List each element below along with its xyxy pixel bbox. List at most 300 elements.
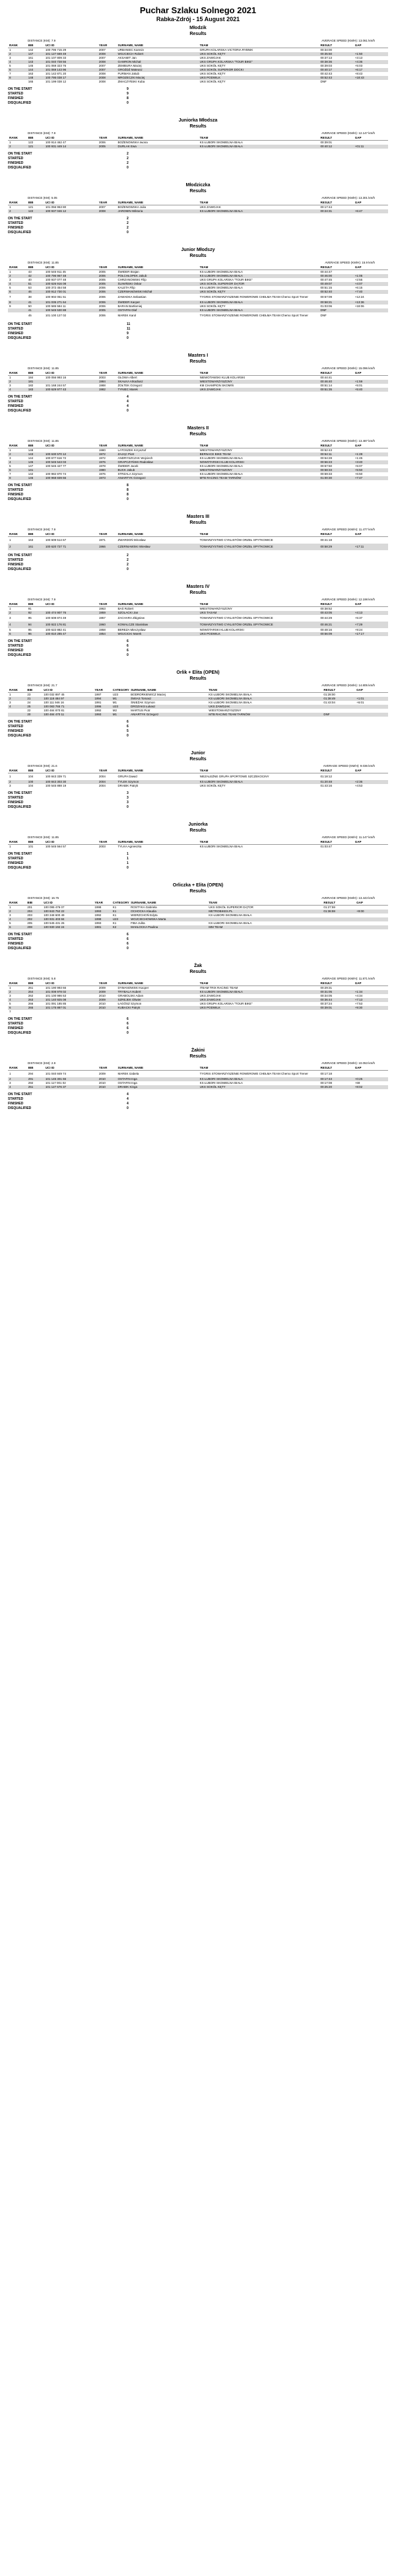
column-header-rank: RANK (8, 265, 27, 270)
table-row (8, 145, 388, 149)
table-cell: CHRZANOWSKI Filip (117, 278, 147, 282)
table-cell: 2005 (98, 278, 106, 282)
table-cell: 100 843 339 71 (45, 775, 67, 779)
table-cell: FIBA Julita (131, 921, 145, 925)
table-cell: 4 (8, 388, 27, 392)
table-cell: 2010 (98, 1085, 117, 1089)
table-cell: +1:05 (354, 274, 388, 278)
results-table (8, 1065, 388, 1089)
table-cell: UKS SOKÓŁ SUPERIOR DĄTOR (209, 906, 253, 910)
table-cell: 100 545 911 45 (45, 270, 66, 274)
table-cell: 2007 (98, 64, 106, 68)
results-table (8, 265, 388, 319)
table-cell: 5 (9, 628, 11, 632)
column-header-rank: RANK (8, 371, 27, 376)
table-cell: 3 (9, 278, 11, 282)
table-cell: 2010 (98, 1002, 106, 1006)
table-cell: 104 (28, 775, 34, 779)
table-cell: 4 (8, 998, 27, 1002)
table-cell: 91 (28, 607, 32, 611)
column-header-result: RESULT (319, 981, 353, 986)
table-cell: 101 117 001 02 (45, 1081, 66, 1085)
table-cell: 100 937 077 48 (45, 278, 67, 282)
stat-label: ON THE START (8, 483, 32, 487)
table-cell: CZERNIAWSKI Wiesław (117, 544, 199, 550)
table-cell: GŁOWA Albert (117, 376, 137, 380)
table-cell: 1966 (98, 544, 117, 550)
table-cell: 01:20:48 (319, 780, 353, 784)
table-cell: 100 629 977 43 (44, 388, 98, 392)
table-cell (44, 1010, 98, 1014)
table-row (8, 622, 388, 628)
table-cell: 266 (28, 1002, 34, 1006)
table-cell: 100 622 882 41 (45, 628, 67, 632)
stat-value: 0 (127, 866, 129, 870)
stat-row-on-start (8, 322, 147, 327)
stat-label: DISQUALIFIED (8, 866, 32, 870)
table-cell: +6:50 (354, 472, 363, 476)
stat-value: 2 (127, 558, 129, 562)
column-header-result: RESULT (319, 768, 353, 773)
average-speed-label: AVERAGE SPEED (KM/H): 12.147 km/h (321, 131, 375, 135)
table-cell (355, 713, 388, 717)
column-header-gap: GAP (354, 443, 388, 448)
table-cell: 1981 (93, 925, 111, 929)
table-cell: 01:18:12 (320, 775, 332, 779)
table-cell: 204 (26, 910, 42, 913)
table-cell: +01:11 (354, 145, 388, 149)
table-cell: 101 069 143 96 (44, 68, 98, 72)
column-header-surname-name: SURNAME, NAME (117, 602, 199, 607)
table-cell: KS ŁUBORI SKOMIELNA BIAŁA (199, 141, 243, 145)
table-cell: 6 (8, 290, 27, 294)
table-cell: +4:13 (354, 611, 388, 615)
stat-label: DISQUALIFIED (8, 1031, 32, 1035)
table-cell: 2006 (98, 274, 117, 278)
table-cell: 7 (9, 1010, 11, 1014)
table-row (8, 845, 388, 849)
race-statistics (8, 1092, 147, 1111)
column-header-bib: BIB (27, 200, 44, 205)
distance-label: DISTANCE (KM): 11.85 (28, 836, 59, 839)
table-cell: 100 902 051 51 (45, 295, 67, 299)
table-cell: 00:49:07 (319, 282, 353, 286)
stat-label: DISQUALIFIED (8, 1106, 32, 1110)
stat-value: 0 (127, 947, 129, 950)
column-header-team: TEAM (199, 602, 319, 607)
table-cell: 3 (9, 616, 11, 620)
table-cell: NOWOTARSKI KLUB KOLARSKI (199, 628, 244, 632)
table-cell: 2005 (98, 308, 117, 312)
stat-row-disqualified (8, 231, 147, 235)
table-cell: 101 140 925 08 (44, 998, 98, 1002)
table-cell: KS ŁUBORI SKOMIELNA BIAŁA (209, 921, 252, 925)
stat-label: FINISHED (8, 861, 24, 865)
table-cell: 100 677 616 72 (45, 456, 67, 460)
table-cell: 5 (9, 64, 11, 68)
table-cell: UKS ZAWOJAK (199, 998, 319, 1002)
column-header-gap: GAP (354, 371, 388, 376)
column-header-rank: RANK (8, 532, 27, 537)
table-cell: 148 (27, 76, 44, 80)
category-section-junior-mlodszy (8, 247, 388, 341)
table-cell: M1 (112, 701, 117, 705)
table-cell: MTB RACING TEAM TARNÓW (207, 713, 322, 717)
table-cell: KS ŁUBORI SKOMIELNA BIAŁA (199, 990, 319, 994)
table-cell: +3:13 (354, 56, 363, 60)
table-cell: 00:35:50 (319, 52, 353, 56)
table-row (8, 632, 388, 636)
column-header-year: YEAR (98, 840, 117, 845)
table-cell: 100 796 967 48 (44, 274, 98, 278)
table-cell: 46 (27, 290, 44, 294)
category-info (8, 39, 388, 42)
table-cell: 7 (9, 295, 11, 299)
table-cell: ŚLIWIŃSKI Oskar (117, 282, 199, 286)
column-header-gap: GAP (354, 135, 388, 141)
results-heading: Results (189, 828, 207, 833)
table-cell: 1971 (98, 538, 106, 542)
table-cell: 00:57:09 (320, 295, 332, 299)
column-header-surname-name: SURNAME, NAME (117, 532, 199, 537)
stat-label: FINISHED (8, 563, 24, 567)
table-cell: 40 (28, 278, 32, 282)
table-cell: 2010 (98, 1006, 117, 1010)
category-title: Żakini (191, 1048, 205, 1053)
table-cell: 2009 (98, 990, 117, 994)
average-speed-label: AVERAGE SPEED (KM/H): 13.443 km/h (321, 896, 375, 900)
table-cell: 8 (8, 76, 27, 80)
category-title: Juniorka Młodsza (178, 118, 218, 123)
table-cell: 294 (28, 1072, 34, 1076)
category-info (8, 131, 388, 135)
table-header-row (8, 532, 388, 537)
stat-value: 6 (127, 725, 129, 729)
column-header-surname-name: SURNAME, NAME (117, 443, 199, 448)
table-cell: 182 (28, 384, 34, 388)
table-cell: 20 (26, 713, 42, 717)
stat-label: DISQUALIFIED (8, 567, 32, 571)
stat-value: 8 (127, 483, 129, 487)
stat-label: FINISHED (8, 96, 24, 100)
table-cell: 4 (8, 282, 27, 286)
column-header-uci-id: UCI ID (44, 768, 98, 773)
table-cell: OSTAFIN Inga (117, 1081, 137, 1085)
table-cell: 92 (27, 611, 44, 615)
column-header-result: RESULT (319, 200, 353, 205)
stat-label: DISQUALIFIED (8, 166, 32, 170)
table-cell: 142 (28, 48, 34, 52)
column-header-result: RESULT (322, 900, 355, 906)
table-cell: BARAN Bartłomiej (117, 304, 143, 308)
table-cell: 25 (26, 705, 42, 709)
distance-label: DISTANCE (KM): 7.9 (28, 39, 56, 42)
average-speed-label: AVERAGE SPEED (KM/H): 15.096 km/h (321, 367, 375, 370)
race-statistics (8, 791, 147, 810)
stat-value: 0 (127, 653, 129, 657)
table-cell: KS ŁUBORI SKOMIELNA BIAŁA (199, 472, 243, 476)
table-cell: 183 (27, 388, 44, 392)
table-cell: 100 545 431 26 (44, 921, 65, 925)
stat-label: FINISHED (8, 729, 24, 733)
table-cell: 264 (27, 990, 44, 994)
category-title: Masters III (186, 515, 210, 519)
table-cell: 1992 (94, 709, 102, 713)
table-row (8, 209, 388, 213)
column-header-surname-name: SURNAME, NAME (129, 900, 207, 906)
table-cell: UKS SOKÓŁ KĘTY (199, 52, 319, 56)
table-cell: KS ŁUBORI SKOMIELNA BIAŁA (199, 301, 319, 304)
table-cell: 00:54:28 (320, 456, 332, 460)
stat-label: STARTED (8, 1022, 24, 1026)
table-cell: 2007 (98, 205, 106, 209)
table-cell: 5 (9, 464, 11, 468)
distance-label: DISTANCE (KM): 11.85 (28, 261, 59, 264)
table-cell: 00:38:36 (319, 60, 353, 64)
table-cell: 3 (9, 384, 11, 388)
table-cell: 1997 (94, 693, 102, 697)
table-cell: 101 142 871 20 (45, 72, 67, 76)
average-speed-label: AVERAGE SPEED (KM/H): 12.198 km/h (321, 598, 375, 601)
race-statistics (8, 395, 147, 413)
column-header-rank: RANK (8, 135, 27, 141)
table-cell: 142 (28, 472, 34, 476)
table-cell: 1 (9, 270, 11, 274)
table-cell: 00:51:15 (320, 286, 332, 290)
column-header-bib: BIB (27, 840, 44, 845)
table-cell: 1980 (98, 448, 106, 452)
distance-label: DISTANCE (KM): 7.9 (28, 528, 56, 531)
stat-label: DISQUALIFIED (8, 497, 32, 501)
stat-row-on-start (8, 720, 147, 725)
column-header-team: TEAM (199, 1065, 319, 1071)
stat-label: STARTED (8, 92, 24, 96)
table-cell: 100 843 752 22 (42, 910, 93, 913)
table-cell (355, 925, 388, 929)
distance-label: DISTANCE (KM): 21.6 (28, 764, 57, 768)
table-cell: 144 (28, 456, 34, 460)
table-cell: 1976 (98, 460, 117, 464)
table-cell: UKS ZAWOJAK (199, 994, 221, 998)
category-info (8, 896, 388, 900)
table-cell: ŻOŁTEK Grzegorz (117, 384, 143, 388)
table-cell: ZAJĄC Piotr (117, 452, 199, 456)
stat-label: DISQUALIFIED (8, 336, 32, 340)
table-cell: 00:59:33 (320, 472, 332, 476)
table-cell: 2006 (98, 314, 106, 318)
stat-value: 3 (127, 801, 129, 805)
table-cell: METROBIKES.PL (207, 910, 322, 913)
table-cell: 95 (28, 628, 32, 632)
table-cell: 6 (8, 68, 27, 72)
table-cell: 00:17:08 (320, 1081, 332, 1085)
stat-label: STARTED (8, 725, 24, 729)
table-cell: 23 (27, 693, 31, 697)
table-cell: 2003 (98, 376, 106, 380)
column-header-uci-id: UCI ID (44, 43, 98, 48)
table-header-row (8, 135, 388, 141)
table-cell: K1 (112, 910, 129, 913)
table-cell: 2005 (98, 270, 106, 274)
stat-label: STARTED (8, 327, 24, 331)
results-table (8, 688, 388, 717)
table-cell: MAREK Izabela (117, 1072, 139, 1076)
table-cell: 101 127 676 37 (44, 1085, 98, 1089)
table-cell: 101 190 993 66 (45, 986, 67, 990)
table-cell: OCHOCKA Klaudia (129, 910, 207, 913)
table-cell: U23 (112, 705, 129, 709)
stat-row-on-start (8, 152, 147, 157)
table-cell: 5 (9, 286, 11, 290)
table-cell: 101 040 728 56 (44, 60, 98, 64)
table-cell: GRUPA Dawid (117, 775, 137, 779)
table-cell: MAREK Karol (117, 314, 137, 318)
table-cell: 2006 (98, 290, 117, 294)
table-cell: 1 (9, 48, 11, 52)
column-header-team: TEAM (199, 443, 319, 448)
table-cell: WIESTOWARZYSZONY (199, 607, 232, 611)
table-cell: 00:39:03 (320, 64, 332, 68)
table-cell: 101 100 127 02 (45, 314, 67, 318)
table-cell: ITEAM TRIX RACING TEAM (199, 986, 238, 990)
table-cell: 6 (8, 632, 27, 636)
stat-label: DISQUALIFIED (8, 734, 32, 738)
table-cell: 01:03:47 (320, 845, 332, 849)
stat-label: ON THE START (8, 852, 32, 856)
table-cell: +4:34 (354, 994, 363, 998)
stat-label: DISQUALIFIED (8, 805, 32, 809)
column-header-surname-name: SURNAME, NAME (117, 981, 199, 986)
table-cell: WIESTOWARZYSZONY (199, 468, 319, 472)
table-cell: ZMACZYŃSKI Kuba (117, 80, 145, 84)
table-cell: 1958 (98, 628, 106, 632)
stat-row-started (8, 558, 147, 563)
table-cell: BERNACE BIKE TEAM (199, 452, 319, 456)
table-cell: 100 795 715 29 (45, 48, 67, 52)
table-cell: WOJCIECH Robert (117, 52, 199, 56)
table-header-row (8, 1065, 388, 1071)
table-cell: OSTAFIN Inga (117, 1077, 199, 1081)
table-cell: 2 (8, 452, 27, 456)
table-cell: 100 937 046 12 (44, 209, 98, 213)
table-cell: ROSTYKA Gabriela (131, 906, 157, 910)
stat-value: 8 (127, 96, 129, 100)
table-cell: 96 (27, 632, 44, 636)
stat-value: 2 (127, 554, 129, 557)
stat-value: 2 (127, 152, 129, 156)
column-header-result: RESULT (322, 688, 355, 693)
table-cell: K2 (112, 925, 129, 929)
column-header-uci-id: UCI ID (44, 265, 98, 270)
table-cell: 265 (27, 1006, 44, 1010)
table-cell: BAŚ Robert (117, 607, 134, 611)
table-cell: TOWARZYSTWO CYKLISTÓW ORZEŁ SPYTKOWICE (199, 622, 319, 628)
table-cell: TYGRIS STOWARZYSZENIE ROWEROWE CHEŁMA TEAM Chemo Sport Trener (199, 295, 308, 299)
column-header-year: YEAR (93, 688, 111, 693)
table-cell: 24 (27, 701, 31, 705)
table-header-row (8, 200, 388, 205)
category-section-juniorka (8, 822, 388, 871)
stat-label: ON THE START (8, 87, 32, 91)
table-cell: 100 914 462 47 (45, 141, 67, 145)
table-cell: KS ŁUBORI SKOMIELNA BIAŁA (199, 209, 319, 213)
table-cell: 2 (8, 274, 27, 278)
column-header-uci-id: UCI ID (44, 602, 98, 607)
table-cell: 163 (28, 538, 34, 542)
race-statistics (8, 639, 147, 658)
column-header-uci-id: UCI ID (44, 135, 98, 141)
column-header-rank: RANK (8, 768, 27, 773)
distance-label: DISTANCE (KM): 21.7 (28, 684, 57, 687)
stat-value: 0 (127, 409, 129, 413)
table-cell: 00:17:43 (319, 1077, 353, 1081)
table-cell: 00:36:44 (319, 998, 353, 1002)
table-cell: 1998 (94, 906, 102, 910)
table-cell: TRYBALA Hubert (117, 990, 199, 994)
table-cell: 1 (9, 448, 11, 452)
results-table (8, 900, 388, 929)
table-cell: UKS GRUPA KOLARSKA "TOUR BIKE" (199, 1002, 253, 1006)
results-heading: Results (189, 889, 207, 894)
table-cell: 261 (28, 986, 34, 990)
table-cell: 100 968 839 66 (44, 476, 98, 480)
table-cell: 1 (9, 845, 11, 849)
stat-value: 0 (127, 101, 129, 105)
table-cell: +13:36 (354, 301, 388, 304)
column-header-bib: BIB (27, 443, 44, 448)
table-cell: 141 (27, 468, 44, 472)
table-cell: DRABIK Patryk (117, 784, 139, 788)
table-row (8, 925, 388, 929)
table-cell: 00:52:40 (319, 290, 353, 294)
table-cell: WIESTOWARZYSZONY (209, 709, 242, 713)
stat-row-disqualified (8, 866, 147, 871)
table-cell: 208 (26, 925, 42, 929)
table-row (8, 713, 388, 717)
table-cell: 00:37:24 (320, 1002, 332, 1006)
column-header-surname-name: SURNAME, NAME (117, 840, 199, 845)
table-cell (354, 1010, 388, 1014)
table-cell: 2006 (98, 301, 117, 304)
table-cell: TYLEK Szymon (117, 780, 199, 784)
table-cell: KS ŁUBORI SKOMIELNA BIAŁA (199, 274, 319, 278)
table-cell: 100 545 530 88 (44, 308, 98, 312)
stat-value: 4 (127, 395, 129, 399)
table-cell: UKS PODWILK (199, 1006, 319, 1010)
stat-row-started (8, 857, 147, 861)
stat-value: 6 (127, 649, 129, 653)
column-header-team: TEAM (199, 265, 319, 270)
table-cell: 2010 (98, 994, 106, 998)
results-heading: Results (189, 254, 207, 258)
table-cell: FURMAN Jakub (117, 72, 140, 76)
table-cell: 165 (28, 80, 34, 84)
column-header-surname-name: SURNAME, NAME (117, 265, 199, 270)
table-cell: 00:24:31 (319, 209, 353, 213)
table-cell: ŚWIDER Jacek (117, 464, 139, 468)
table-cell: NIEZALEŻNE GRUPA SPORTOWE SZCZEKOCINY (199, 775, 269, 779)
table-cell: 100 372 454 58 (45, 286, 67, 290)
stat-value: 8 (127, 488, 129, 492)
table-cell: 1 (9, 906, 11, 910)
table-cell: 2008 (98, 60, 117, 64)
category-section-masters-i (8, 353, 388, 413)
table-cell: 00:47:45 (320, 278, 332, 282)
table-cell: 00:52:43 (319, 76, 353, 80)
column-header-team: TEAM (199, 200, 319, 205)
results-table (8, 371, 388, 392)
race-statistics (8, 933, 147, 951)
